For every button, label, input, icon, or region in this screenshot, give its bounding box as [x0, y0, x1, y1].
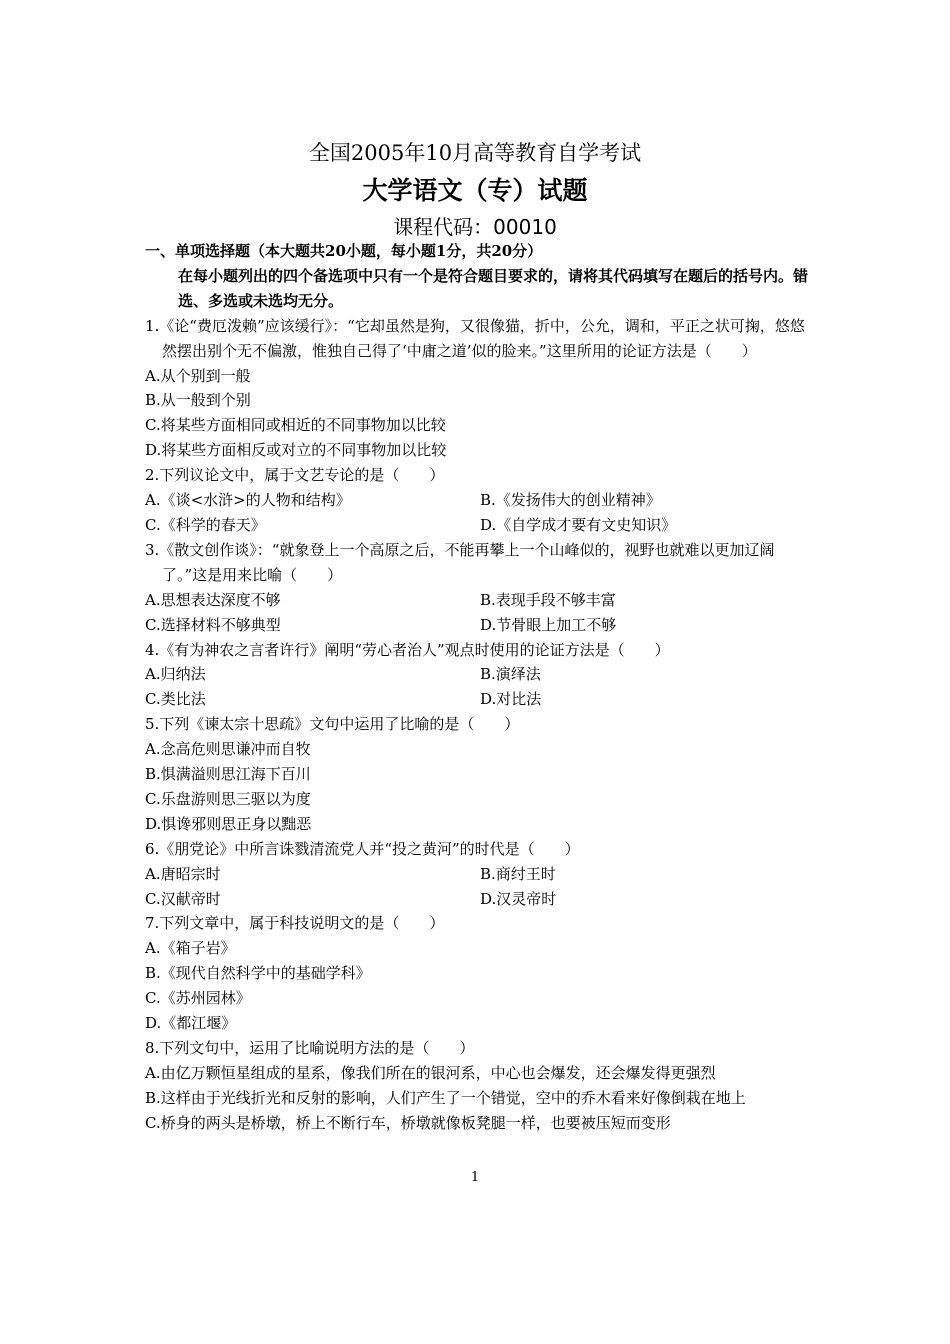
option-row [145, 513, 810, 538]
question-stem: 3.《散文创作谈》：“就象登上一个高原之后，不能再攀上一个山峰似的，视野也就难以更加辽阔了。”这是用来比喻（ ） [145, 540, 775, 584]
question-stem: 5.下列《谏太宗十思疏》文句中运用了比喻的是（ ） [145, 715, 520, 734]
question-stem: 2.下列议论文中，属于文艺专论的是（ ） [145, 466, 445, 485]
exam-subject: 大学语文（专）试题 [362, 176, 588, 205]
option-row [145, 862, 810, 887]
option-b: B.这样由于光线折光和反射的影响，人们产生了一个错觉，空中的乔木看来好像倒栽在地上 [145, 1088, 746, 1107]
option-row [145, 887, 810, 912]
option-row [145, 687, 810, 712]
option-a: A.从个别到一般 [145, 366, 251, 385]
page-number: 1 [470, 1170, 480, 1185]
option-c: C.汉献帝时 [145, 889, 221, 908]
option-d: D.惧谗邪则思正身以黜恶 [145, 814, 312, 833]
option-b: B.商纣王时 [480, 864, 556, 883]
option-a: A.思想表达深度不够 [145, 590, 281, 609]
exam-title: 全国2005年10月高等教育自学考试 [308, 141, 642, 165]
option-c: C.乐盘游则思三驱以为度 [145, 789, 311, 808]
option-a: A.由亿万颗恒星组成的星系，像我们所在的银河系，中心也会爆发，还会爆发得更强烈 [145, 1063, 716, 1082]
question-stem: 1.《论“费厄泼赖”应该缓行》：“它却虽然是狗，又很像猫，折中，公允，调和，平正之状可掬，悠悠然摆出别个无不偏激，惟独自己得了‘中庸之道’似的脸来。”这里所用的论证方法是（ ） [145, 316, 805, 360]
section-heading: 一、单项选择题（本大题共20小题，每小题1分，共20分） [145, 242, 543, 260]
option-d: D.汉灵帝时 [480, 889, 557, 908]
option-row [145, 488, 810, 513]
option-d: D.将某些方面相反或对立的不同事物加以比较 [145, 441, 447, 460]
option-row [145, 662, 810, 687]
question-stem: 6.《朋党论》中所言诛戮清流党人并“投之黄河”的时代是（ ） [145, 839, 580, 858]
option-row [145, 613, 810, 638]
option-c: C.选择材料不够典型 [145, 615, 281, 634]
option-a: A.归纳法 [145, 665, 206, 684]
option-c: C.桥身的两头是桥墩，桥上不断行车，桥墩就像板凳腿一样，也要被压短而变形 [145, 1113, 671, 1132]
option-b: B.表现手段不够丰富 [480, 590, 616, 609]
question-stem: 7.下列文章中，属于科技说明文的是（ ） [145, 914, 445, 933]
option-a: A.《谈<水浒>的人物和结构》 [145, 491, 351, 510]
option-a: A.念高危则思谦冲而自牧 [145, 740, 311, 759]
option-c: C.《科学的春天》 [145, 515, 266, 534]
option-a: A.《箱子岩》 [145, 939, 236, 958]
option-b: B.《发扬伟大的创业精神》 [480, 491, 661, 510]
question-stem: 8.下列文句中，运用了比喻说明方法的是（ ） [145, 1039, 475, 1057]
exam-content [145, 239, 810, 1136]
course-code: 课程代码：00010 [393, 215, 557, 239]
option-b: B.《现代自然科学中的基础学科》 [145, 964, 371, 983]
option-d: D.《自学成才要有文史知识》 [480, 515, 677, 534]
option-b: B.演绎法 [480, 665, 541, 684]
option-d: D.对比法 [480, 690, 542, 709]
option-c: C.《苏州园林》 [145, 989, 251, 1008]
option-a: A.唐昭宗时 [145, 864, 221, 883]
option-row [145, 588, 810, 613]
question-stem: 4.《有为神农之言者许行》阐明“劳心者治人”观点时使用的论证方法是（ ） [145, 640, 670, 659]
option-b: B.惧满溢则思江海下百川 [145, 765, 311, 784]
section-instruction: 在每小题列出的四个备选项中只有一个是符合题目要求的，请将其代码填写在题后的括号内。错选、多选或未选均无分。 [178, 266, 809, 310]
option-c: C.类比法 [145, 690, 206, 709]
option-c: C.将某些方面相同或相近的不同事物加以比较 [145, 416, 446, 435]
option-b: B.从一般到个别 [145, 391, 251, 410]
option-d: D.《都江堰》 [145, 1014, 237, 1033]
option-d: D.节骨眼上加工不够 [480, 615, 617, 634]
